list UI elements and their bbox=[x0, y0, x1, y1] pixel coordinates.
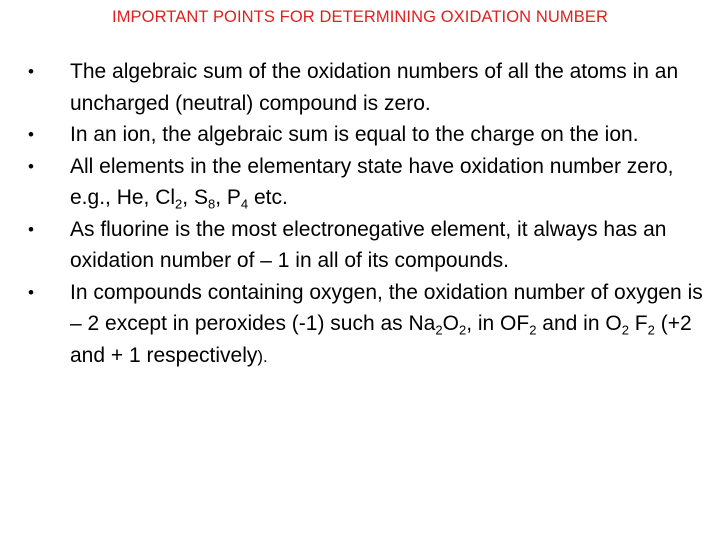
text-run: , in OF bbox=[466, 312, 530, 335]
bullet-dot-icon: • bbox=[28, 219, 34, 239]
subscript: 2 bbox=[647, 322, 655, 338]
bullet-dot-icon: • bbox=[28, 62, 34, 81]
bullet-item bbox=[28, 214, 704, 277]
bullet-text bbox=[70, 281, 703, 367]
text-run: , P bbox=[215, 186, 241, 209]
text-run: and in O bbox=[536, 312, 622, 335]
subscript: 4 bbox=[240, 196, 249, 212]
subscript: 8 bbox=[207, 196, 216, 212]
text-run: All elements in the elementary state have oxidation number zero, e.g., He, Cl bbox=[70, 154, 674, 209]
bullet-item bbox=[28, 56, 704, 119]
text-run: (+2 and + 1 respectively bbox=[70, 312, 692, 367]
subscript: 2 bbox=[458, 322, 467, 338]
bullet-item bbox=[28, 119, 704, 151]
subscript: 2 bbox=[621, 322, 629, 338]
text-run: ). bbox=[257, 346, 268, 366]
slide-title: IMPORTANT POINTS FOR DETERMINING OXIDATION NUMBER bbox=[112, 8, 608, 26]
bullet-item bbox=[28, 277, 704, 373]
bullet-text: The algebraic sum of the oxidation numbers of all the atoms in an uncharged (neutral) compound is zero. bbox=[70, 60, 679, 115]
bullet-dot-icon: • bbox=[28, 125, 34, 144]
bullet-text: As fluorine is the most electronegative element, it always has an oxidation number of – 1 in all of its compounds. bbox=[70, 217, 667, 272]
text-run: In compounds containing oxygen, the oxidation number of oxygen is – 2 except in peroxides (-1) such as Na bbox=[70, 280, 703, 335]
text-run: etc. bbox=[248, 186, 288, 209]
bullet-dot-icon: • bbox=[28, 156, 34, 176]
bullet-text: In an ion, the algebraic sum is equal to the charge on the ion. bbox=[70, 123, 639, 146]
text-run: F bbox=[628, 312, 648, 335]
bullet-item bbox=[28, 151, 704, 214]
subscript: 2 bbox=[175, 196, 183, 212]
text-run: , S bbox=[182, 186, 208, 209]
bullet-text bbox=[70, 155, 674, 210]
subscript: 2 bbox=[529, 322, 537, 338]
bullet-list bbox=[28, 56, 704, 372]
bullet-dot-icon: • bbox=[28, 282, 34, 302]
text-run: O bbox=[442, 312, 459, 335]
subscript: 2 bbox=[435, 322, 443, 338]
